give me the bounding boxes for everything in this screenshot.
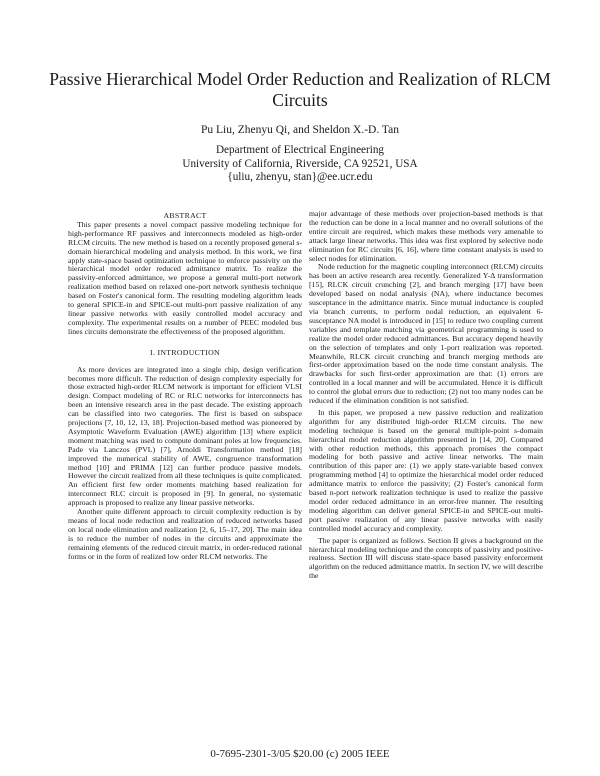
right-column [309, 210, 543, 581]
introduction-heading: I. INTRODUCTION [150, 347, 220, 357]
author-list: Pu Liu, Zhenyu Qi, and Sheldon X.-D. Tan [201, 124, 399, 136]
left-column [68, 212, 302, 562]
abstract-heading: ABSTRACT [163, 211, 207, 220]
affiliation [0, 144, 600, 185]
affiliation-department: Department of Electrical Engineering [215, 144, 385, 156]
body-paragraph: In this paper, we proposed a new passive reduction and realization algorithm for any distributed high-order RLCM circuits. The new modeling technique is based on the general multiple-point s-domain hierarchical model reduction algorithm presented in [14, 20]. Compared with other reduction methods, this approach promises the compact modeling for both passive and active linear networks. The main contribution of this paper are: (1) we apply state-variable based convex programming method [4] to optimize the hierarchical model order reduced admittance matrix to enforce the passivity; (2) Foster's canonical form based n-port network realization technique is used to realize the passive model order reduced admittance in an error-free manner. The resulting modeling algorithm can deliver general SPICE-in and SPICE-out multi-port passive realization of any linear passive networks with easily controlled model accuracy and complexity. [309, 407, 543, 533]
copyright-footer: 0-7695-2301-3/05 $20.00 (c) 2005 IEEE [210, 748, 390, 760]
abstract-text: This paper presents a novel compact passive modeling technique for high-performance RF passives and interconnects modeled as high-order RLCM circuits. The new method is based on a recently proposed general s-domain hierarchical modeling and analysis method. In this work, we first apply state-space based optimization technique to enforce passivity on the hierarchical model order reduced admittance matrix. To realize the passivity-enforced admittance, we propose a general multi-port network realization method based on relaxed one-port network synthesis technique based on Foster's canonical form. The resulting modeling algorithm leads to general SPICE-in and SPICE-out multi-port passive realization of any linear passive networks with easily controlled model accuracy and complexity. The experimental results on a number of PEEC modeled bus lines circuits demonstrate the effectiveness of the proposed algorithm. [68, 219, 302, 336]
body-paragraph: Another quite different approach to circuit complexity reduction is by means of local node reduction and realization of reduced networks based on local node elimination and realization [2, 6, 15–17, 20]. The main idea is to reduce the number of nodes in the circuits and approximate the remaining elements of the reduced circuit matrix, in order-reduced rational forms or in the form of realized low order RLCM networks. The [68, 507, 302, 561]
body-paragraph: major advantage of these methods over projection-based methods is that the reduction can be done in a local manner and no overall solutions of the entire circuit are required, which makes these methods very amenable to attack large linear networks. This idea was first explored by selective node elimination for RC circuits [6, 16], where time constant analysis is used to select nodes for elimination. [309, 209, 543, 263]
affiliation-university: University of California, Riverside, CA 92521, USA [182, 157, 418, 170]
body-paragraph: As more devices are integrated into a single chip, design verification becomes more difficult. The reduction of design complexity especially for those extracted high-order RLCM network is important for efficient VLSI design. Compact modeling of RC or RLC networks for interconnects has been an intensive research area in the past decade. The existing approach can be classified into two categories. The first is based on subspace projections [7, 10, 12, 13, 18]. Projection-based method was pioneered by Asymptotic Waveform Evaluation (AWE) algorithm [13] where explicit moment matching was used to compute dominant poles at low frequencies. Pade via Lanczos (PVL) [7], Arnoldi Transformation method [18] improved the numerical stability of AWE, congruence transformation method [10] and PRIMA [12] can further produce passive models. However the circuit realized from all these techniques is quite complicated. An efficient first few order moments matching based realization for interconnect RLC circuit is proposed in [9]. In general, no systematic approach is proposed to realize any linear passive networks. [68, 364, 302, 508]
body-paragraph: Node reduction for the magnetic coupling interconnect (RLCM) circuits has been an active research area recently. Generalized Y-Δ transformation [15], RLCK circuit crunching [2], and branch merging [17] have been developed based on nodal analysis (NA), where inductance becomes susceptance in the admittance matrix. Since mutual inductance is coupled via branch currents, to perform nodal reduction, an equivalent 6-susceptance NA model is introduced in [15] to reduce two coupling current variables and template matching via geometrical programming is used to realize the model order reduced admittances. But accuracy depend heavily on the selection of templates and only 1-port realization was reported. Meanwhile, RLCK circuit crunching and branch merging methods are first-order approximation based on the node time constant analysis. The drawbacks for such first-order approximation are that: (1) errors are controlled in a local manner and will be accumulated. Hence it is difficult to control the global errors due to reduction; (2) not too many nodes can be reduced if the elimination condition is not satisfied. [309, 262, 543, 406]
body-paragraph: The paper is organized as follows. Section II gives a background on the hierarchical modeling technique and the concepts of passivity and positive-realness. Section III will discuss state-space based passivity enforcement algorithm on the reduced admittance matrix. In section IV, we will describe the [309, 535, 543, 581]
affiliation-emails: {uliu, zhenyu, stan}@ee.ucr.edu [227, 171, 373, 183]
paper-title: Passive Hierarchical Model Order Reduction and Realization of RLCM Circuits [49, 69, 551, 110]
